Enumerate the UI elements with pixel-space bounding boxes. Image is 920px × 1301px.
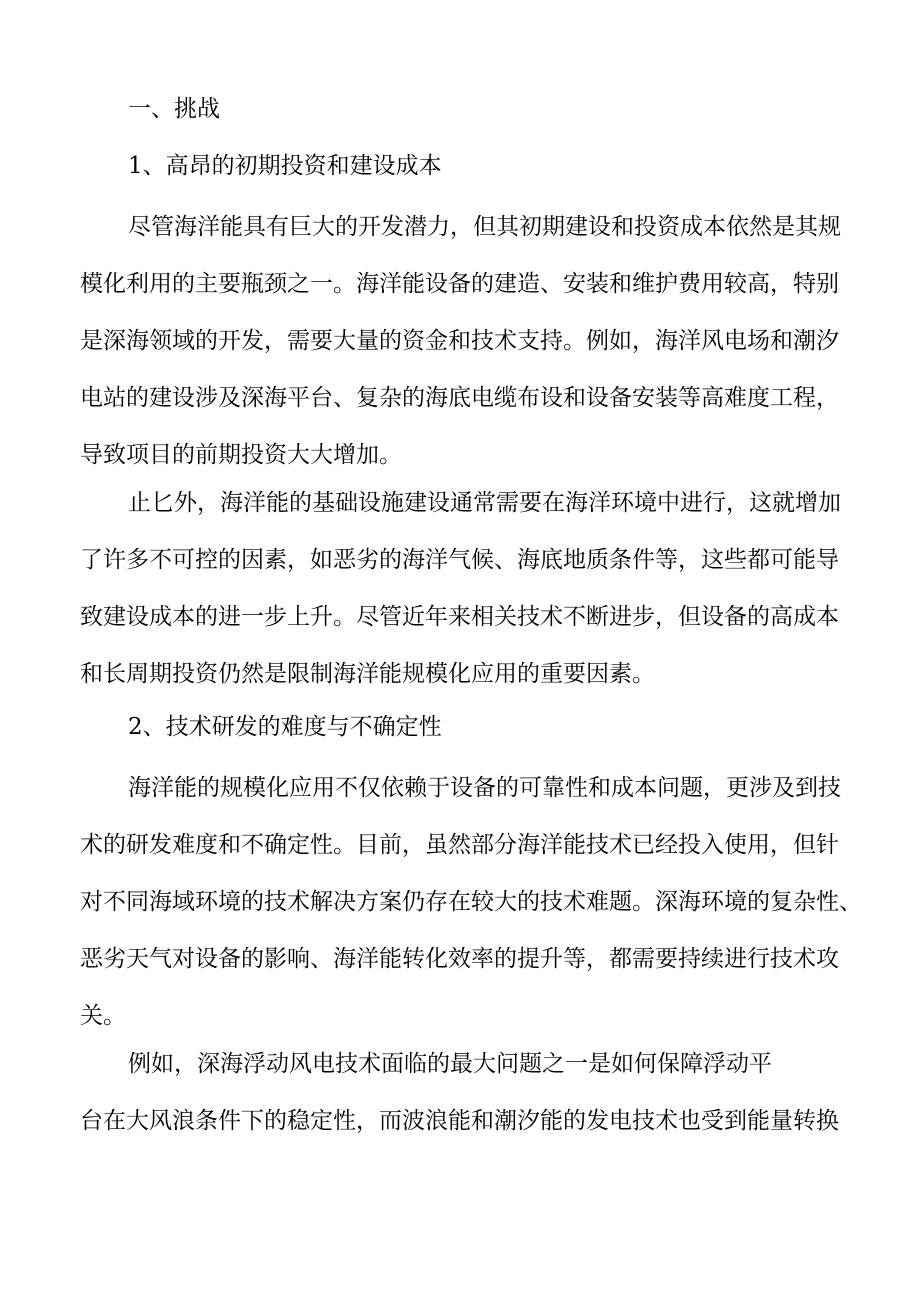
paragraph-line: 了许多不可控的因素，如恶劣的海洋气候、海底地质条件等，这些都可能导 bbox=[80, 547, 839, 573]
subsection-title-1: 1、高昂的初期投资和建设成本 bbox=[128, 153, 442, 179]
section-heading: 一、挑战 bbox=[128, 96, 220, 122]
paragraph-line: 例如，深海浮动风电技术面临的最大问题之一是如何保障浮动平 bbox=[128, 1051, 772, 1077]
subsection-title-2: 2、技术研发的难度与不确定性 bbox=[128, 714, 442, 740]
paragraph-line: 对不同海域环境的技术解决方案仍存在较大的技术难题。深海环境的复杂性、 bbox=[80, 889, 862, 915]
paragraph-line: 电站的建设涉及深海平台、复杂的海底电缆布设和设备安装等高难度工程， bbox=[80, 385, 839, 411]
paragraph-line: 关。 bbox=[80, 1003, 126, 1029]
paragraph-line: 恶劣天气对设备的影响、海洋能转化效率的提升等，都需要持续进行技术攻 bbox=[80, 946, 839, 972]
paragraph-3 bbox=[80, 760, 862, 1045]
paragraph-line: 台在大风浪条件下的稳定性，而波浪能和潮汐能的发电技术也受到能量转换 bbox=[80, 1108, 839, 1134]
paragraph-line: 术的研发难度和不确定性。目前，虽然部分海洋能技术已经投入使用，但针 bbox=[80, 832, 839, 858]
paragraph-line: 是深海领域的开发，需要大量的资金和技术支持。例如，海洋风电场和潮汐 bbox=[80, 328, 839, 354]
paragraph-line: 尽管海洋能具有巨大的开发潜力，但其初期建设和投资成本依然是其规 bbox=[128, 214, 841, 240]
paragraph-4 bbox=[80, 1036, 840, 1150]
paragraph-line: 海洋能的规模化应用不仅依赖于设备的可靠性和成本问题，更涉及到技 bbox=[128, 775, 841, 801]
paragraph-1 bbox=[80, 199, 840, 484]
paragraph-2 bbox=[80, 475, 840, 703]
paragraph-line: 止匕外，海洋能的基础设施建设通常需要在海洋环境中进行，这就增加 bbox=[128, 490, 841, 516]
paragraph-line: 致建设成本的进一步上升。尽管近年来相关技术不断进步，但设备的高成本 bbox=[80, 604, 839, 630]
paragraph-line: 模化利用的主要瓶颈之一。海洋能设备的建造、安装和维护费用较高，特别 bbox=[80, 271, 839, 297]
paragraph-line: 导致项目的前期投资大大增加。 bbox=[80, 442, 402, 468]
paragraph-line: 和长周期投资仍然是限制海洋能规模化应用的重要因素。 bbox=[80, 661, 655, 687]
